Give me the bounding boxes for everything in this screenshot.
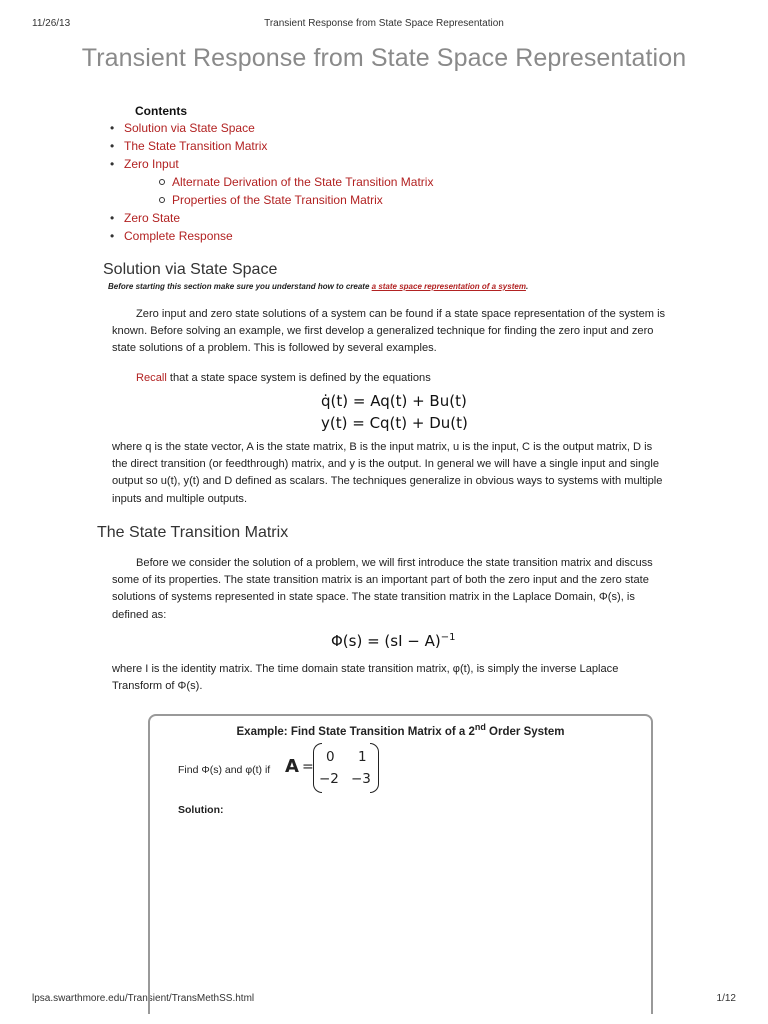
solution-label: Solution:	[178, 804, 224, 816]
example-find-text: Find Φ(s) and φ(t) if	[178, 764, 271, 776]
toc-item	[110, 138, 433, 156]
toc-link-state-transition-matrix[interactable]: The State Transition Matrix	[124, 139, 268, 153]
matrix-cell: 1	[358, 749, 367, 765]
matrix-cell: −3	[351, 771, 371, 787]
paragraph-stm-time-domain: where I is the identity matrix. The time domain state transition matrix, φ(t), is simply the inverse Laplace Transform of Φ(s).	[112, 663, 619, 693]
example-title-superscript: nd	[474, 722, 486, 732]
toc-item	[110, 210, 433, 228]
note-suffix: .	[525, 282, 529, 291]
paragraph-definitions: where q is the state vector, A is the state matrix, B is the input matrix, u is the input, C is the output matrix, D is the direct transition (or feedthrough) matrix, and y is the output. In general we will have a single input and single output so u(t), y(t) and D defined as scalars. The techniques generalize in obvious ways to systems with multiple inputs and multiple outputs.	[112, 441, 663, 505]
state-equation: q̇(t) = Aq(t) + Bu(t)	[321, 392, 467, 410]
matrix-cell: 0	[326, 749, 335, 765]
right-bracket	[370, 743, 379, 793]
table-of-contents	[110, 120, 433, 246]
print-footer-url: lpsa.swarthmore.edu/Transient/TransMethSS.html	[32, 993, 255, 1004]
stm-laplace-equation	[331, 632, 456, 650]
prerequisite-note	[108, 282, 528, 291]
toc-item	[110, 156, 433, 174]
state-space-representation-link[interactable]: a state space representation of a system	[371, 282, 526, 291]
print-page-number: 1/12	[716, 993, 736, 1004]
paragraph-stm-intro: Before we consider the solution of a problem, we will first introduce the state transition matrix and discuss some of its properties. The state transition matrix is an important part of both the zero input and the zero state solutions of systems represented in state space. The state transition matrix in the Laplace Domain, Φ(s), is defined as:	[112, 557, 653, 621]
print-header-title: Transient Response from State Space Representation	[264, 18, 504, 29]
matrix-cell: −2	[319, 771, 339, 787]
toc-item	[110, 120, 433, 138]
example-title-text: Example: Find State Transition Matrix of a 2	[236, 725, 475, 738]
toc-link-zero-state[interactable]: Zero State	[124, 211, 181, 225]
section-heading-solution: Solution via State Space	[103, 261, 278, 278]
recall-text: that a state space system is defined by the equations	[166, 372, 431, 384]
note-prefix: Before starting this section make sure you understand how to create	[108, 282, 370, 291]
toc-subitem	[110, 192, 433, 210]
example-box	[148, 714, 653, 1014]
recall-line	[136, 370, 636, 387]
page-title: Transient Response from State Space Representation	[81, 44, 687, 72]
matrix-a	[313, 743, 379, 793]
toc-link-complete-response[interactable]: Complete Response	[124, 229, 233, 243]
toc-link-solution-via-state-space[interactable]: Solution via State Space	[124, 121, 255, 135]
stm-equation-body: Φ(s) = (sI − A)	[331, 632, 441, 650]
output-equation: y(t) = Cq(t) + Du(t)	[321, 414, 468, 432]
toc-link-properties[interactable]: Properties of the State Transition Matrix	[172, 193, 383, 207]
example-title	[150, 722, 651, 738]
section-heading-state-transition-matrix: The State Transition Matrix	[97, 524, 289, 541]
recall-link[interactable]: Recall	[136, 372, 167, 384]
example-title-suffix: Order System	[485, 725, 565, 738]
toc-link-alternate-derivation[interactable]: Alternate Derivation of the State Transition Matrix	[172, 175, 434, 189]
print-date: 11/26/13	[32, 18, 71, 29]
contents-heading: Contents	[135, 104, 187, 118]
equals-sign: =	[302, 759, 314, 775]
toc-link-zero-input[interactable]: Zero Input	[124, 157, 179, 171]
matrix-label: A	[285, 756, 299, 777]
paragraph-intro: Zero input and zero state solutions of a system can be found if a state space representation of the system is known. Before solving an example, we first develop a generalized technique for finding the zero input and zero state solutions of a problem. This is followed by several examples.	[112, 308, 666, 355]
toc-subitem	[110, 174, 433, 192]
stm-equation-exponent: −1	[440, 632, 456, 643]
toc-item	[110, 228, 433, 246]
